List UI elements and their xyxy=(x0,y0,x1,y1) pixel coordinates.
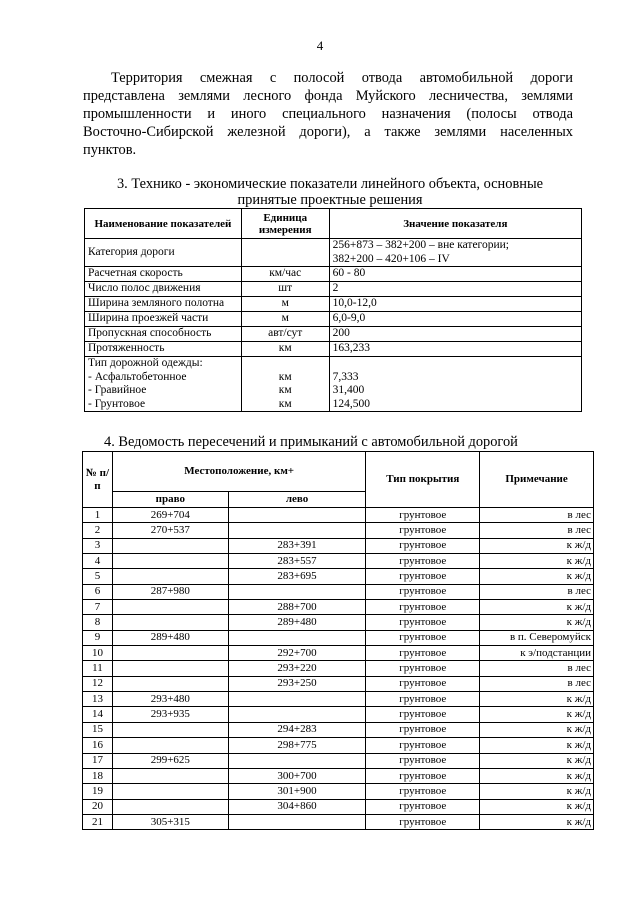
indicator-value-line: 382+200 – 420+106 – IV xyxy=(332,252,450,265)
indicator-unit: км xyxy=(241,342,329,357)
table-row xyxy=(83,676,594,691)
surface-type: грунтовое xyxy=(366,600,480,615)
note: к ж/д xyxy=(480,692,594,707)
table-row xyxy=(83,722,594,737)
indicator-value-line: 163,233 xyxy=(332,342,371,355)
note: в лес xyxy=(480,508,594,523)
row-number: 11 xyxy=(83,661,113,676)
note: к ж/д xyxy=(480,538,594,553)
section3-title-line2: принятые проектные решения xyxy=(237,192,423,208)
location-left xyxy=(228,630,366,645)
location-right xyxy=(112,554,228,569)
surface-type: грунтовое xyxy=(366,646,480,661)
surface-type: грунтовое xyxy=(366,569,480,584)
table-row xyxy=(83,738,594,753)
pavement-item-unit: км xyxy=(278,370,292,383)
paragraph-line: представлена землями лесного фонда Муйского лесничества, землями xyxy=(83,88,573,104)
indicator-value xyxy=(329,267,581,282)
indicator-value-line: 200 xyxy=(332,327,350,340)
row-number: 1 xyxy=(83,508,113,523)
table-row xyxy=(83,615,594,630)
row-number: 9 xyxy=(83,630,113,645)
pavement-spacer xyxy=(245,357,326,371)
location-right: 293+935 xyxy=(112,707,228,722)
row-number: 4 xyxy=(83,554,113,569)
header-unit: Единица измерения xyxy=(241,209,329,239)
table-row xyxy=(85,357,582,412)
note: к ж/д xyxy=(480,753,594,768)
table-row xyxy=(83,584,594,599)
pavement-label: Тип дорожной одежды: xyxy=(88,357,203,369)
section3-title xyxy=(95,176,565,208)
row-number: 17 xyxy=(83,753,113,768)
table-row xyxy=(85,239,582,267)
note: в лес xyxy=(480,584,594,599)
surface-type: грунтовое xyxy=(366,753,480,768)
location-right xyxy=(112,615,228,630)
paragraph-line: Восточно-Сибирской железной дороги), а также землями населенных xyxy=(83,124,573,140)
note: к ж/д xyxy=(480,569,594,584)
table-row xyxy=(83,753,594,768)
indicator-unit: м xyxy=(241,297,329,312)
location-right xyxy=(112,538,228,553)
location-left: 300+700 xyxy=(228,768,366,783)
location-right xyxy=(112,738,228,753)
location-right xyxy=(112,676,228,691)
location-right: 293+480 xyxy=(112,692,228,707)
indicator-name: Число полос движения xyxy=(85,282,242,297)
table-row xyxy=(83,799,594,814)
section3-title-line1: 3. Технико - экономические показатели линейного объекта, основные xyxy=(116,176,544,192)
header-right: право xyxy=(112,492,228,508)
pavement-item-value: 7,333 xyxy=(332,370,359,383)
section4-title: 4. Ведомость пересечений и примыканий с автомобильной дорогой xyxy=(104,434,518,450)
location-right xyxy=(112,799,228,814)
pavement-item-name: - Грунтовое xyxy=(88,397,146,410)
indicator-name: Пропускная способность xyxy=(85,327,242,342)
table-row xyxy=(83,707,594,722)
location-right: 287+980 xyxy=(112,584,228,599)
indicator-unit: м xyxy=(241,312,329,327)
location-left xyxy=(228,508,366,523)
surface-type: грунтовое xyxy=(366,615,480,630)
indicator-name: Ширина проезжей части xyxy=(85,312,242,327)
row-number: 12 xyxy=(83,676,113,691)
table-row xyxy=(85,282,582,297)
intro-paragraph xyxy=(83,69,573,159)
header-left: лево xyxy=(228,492,366,508)
location-right xyxy=(112,722,228,737)
note: в лес xyxy=(480,523,594,538)
indicator-value xyxy=(329,342,581,357)
note: в п. Северомуйск xyxy=(480,630,594,645)
location-left: 293+250 xyxy=(228,676,366,691)
location-left xyxy=(228,523,366,538)
note: к ж/д xyxy=(480,814,594,829)
pavement-item-name: - Гравийное xyxy=(88,384,147,396)
indicator-value xyxy=(329,282,581,297)
indicator-value xyxy=(329,239,581,267)
location-right: 299+625 xyxy=(112,753,228,768)
location-left: 298+775 xyxy=(228,738,366,753)
header-num: № п/п xyxy=(83,452,113,508)
location-right xyxy=(112,768,228,783)
location-left xyxy=(228,692,366,707)
location-left: 288+700 xyxy=(228,600,366,615)
location-left: 283+557 xyxy=(228,554,366,569)
note: к ж/д xyxy=(480,722,594,737)
paragraph-line: Территория смежная с полосой отвода автомобильной дороги xyxy=(111,70,573,86)
location-right: 269+704 xyxy=(112,508,228,523)
row-number: 8 xyxy=(83,615,113,630)
header-surface: Тип покрытия xyxy=(366,452,480,508)
table-row xyxy=(85,297,582,312)
location-left xyxy=(228,814,366,829)
location-right xyxy=(112,600,228,615)
row-number: 7 xyxy=(83,600,113,615)
surface-type: грунтовое xyxy=(366,508,480,523)
table-row xyxy=(85,327,582,342)
location-left: 283+391 xyxy=(228,538,366,553)
table-row xyxy=(85,312,582,327)
indicator-value-line: 60 - 80 xyxy=(332,267,366,280)
pavement-item-value: 124,500 xyxy=(332,397,371,410)
header-value: Значение показателя xyxy=(329,209,581,239)
note: к ж/д xyxy=(480,738,594,753)
indicator-unit xyxy=(241,239,329,267)
note: в лес xyxy=(480,676,594,691)
location-right: 270+537 xyxy=(112,523,228,538)
table-row xyxy=(83,784,594,799)
row-number: 2 xyxy=(83,523,113,538)
surface-type: грунтовое xyxy=(366,554,480,569)
table-row xyxy=(83,569,594,584)
surface-type: грунтовое xyxy=(366,661,480,676)
intersections-table xyxy=(82,451,594,830)
table-row xyxy=(83,523,594,538)
surface-type: грунтовое xyxy=(366,523,480,538)
location-right xyxy=(112,646,228,661)
location-left xyxy=(228,707,366,722)
header-location: Местоположение, км+ xyxy=(112,452,365,492)
pavement-spacer xyxy=(333,357,578,371)
table-row xyxy=(83,538,594,553)
indicator-value xyxy=(329,312,581,327)
header-name: Наименование показателей xyxy=(85,209,242,239)
location-left: 301+900 xyxy=(228,784,366,799)
indicator-name: Расчетная скорость xyxy=(85,267,242,282)
surface-type: грунтовое xyxy=(366,784,480,799)
note: к ж/д xyxy=(480,600,594,615)
surface-type: грунтовое xyxy=(366,768,480,783)
indicator-name: Ширина земляного полотна xyxy=(85,297,242,312)
note: к э/подстанции xyxy=(480,646,594,661)
location-left: 304+860 xyxy=(228,799,366,814)
note: к ж/д xyxy=(480,554,594,569)
table-row xyxy=(85,267,582,282)
location-right xyxy=(112,661,228,676)
location-left: 283+695 xyxy=(228,569,366,584)
indicator-value-line: 6,0-9,0 xyxy=(332,312,366,325)
note: к ж/д xyxy=(480,768,594,783)
pavement-units xyxy=(241,357,329,412)
row-number: 15 xyxy=(83,722,113,737)
location-right xyxy=(112,784,228,799)
page-number: 4 xyxy=(316,38,324,53)
row-number: 5 xyxy=(83,569,113,584)
table-row xyxy=(83,646,594,661)
row-number: 10 xyxy=(83,646,113,661)
pavement-item-value: 31,400 xyxy=(332,384,365,396)
indicator-value-line: 10,0-12,0 xyxy=(332,297,377,310)
table-row xyxy=(83,630,594,645)
location-left xyxy=(228,753,366,768)
note: к ж/д xyxy=(480,615,594,630)
pavement-item-unit: км xyxy=(278,397,292,410)
row-number: 21 xyxy=(83,814,113,829)
paragraph-line: промышленности и иного специального назначения (полосы отвода xyxy=(83,106,573,122)
surface-type: грунтовое xyxy=(366,814,480,829)
surface-type: грунтовое xyxy=(366,676,480,691)
indicator-unit: авт/сут xyxy=(241,327,329,342)
surface-type: грунтовое xyxy=(366,707,480,722)
header-note: Примечание xyxy=(480,452,594,508)
location-left xyxy=(228,584,366,599)
indicator-value-line: 256+873 – 382+200 – вне категории; xyxy=(332,239,509,251)
table-row xyxy=(83,692,594,707)
location-left: 294+283 xyxy=(228,722,366,737)
indicator-unit: шт xyxy=(241,282,329,297)
table-row xyxy=(83,768,594,783)
location-right: 305+315 xyxy=(112,814,228,829)
surface-type: грунтовое xyxy=(366,538,480,553)
indicator-value-line: 2 xyxy=(332,282,339,295)
indicator-value xyxy=(329,297,581,312)
pavement-values xyxy=(329,357,581,412)
indicators-table xyxy=(84,208,582,412)
surface-type: грунтовое xyxy=(366,799,480,814)
indicator-name: Протяженность xyxy=(85,342,242,357)
indicator-name: Категория дороги xyxy=(85,239,242,267)
location-right xyxy=(112,569,228,584)
surface-type: грунтовое xyxy=(366,738,480,753)
table-row xyxy=(83,600,594,615)
row-number: 13 xyxy=(83,692,113,707)
surface-type: грунтовое xyxy=(366,584,480,599)
table-row xyxy=(83,661,594,676)
row-number: 14 xyxy=(83,707,113,722)
row-number: 6 xyxy=(83,584,113,599)
note: к ж/д xyxy=(480,799,594,814)
location-right: 289+480 xyxy=(112,630,228,645)
indicator-unit: км/час xyxy=(241,267,329,282)
surface-type: грунтовое xyxy=(366,692,480,707)
note: к ж/д xyxy=(480,707,594,722)
row-number: 20 xyxy=(83,799,113,814)
location-left: 293+220 xyxy=(228,661,366,676)
location-left: 292+700 xyxy=(228,646,366,661)
table-row xyxy=(83,554,594,569)
pavement-names xyxy=(85,357,242,412)
paragraph-line: пунктов. xyxy=(83,142,137,158)
surface-type: грунтовое xyxy=(366,722,480,737)
pavement-item-name: - Асфальтобетонное xyxy=(88,370,187,383)
row-number: 3 xyxy=(83,538,113,553)
row-number: 18 xyxy=(83,768,113,783)
note: в лес xyxy=(480,661,594,676)
pavement-item-unit: км xyxy=(278,384,292,396)
location-left: 289+480 xyxy=(228,615,366,630)
note: к ж/д xyxy=(480,784,594,799)
table-row xyxy=(85,342,582,357)
indicator-value xyxy=(329,327,581,342)
surface-type: грунтовое xyxy=(366,630,480,645)
row-number: 16 xyxy=(83,738,113,753)
row-number: 19 xyxy=(83,784,113,799)
table-row xyxy=(83,814,594,829)
table-row xyxy=(83,508,594,523)
